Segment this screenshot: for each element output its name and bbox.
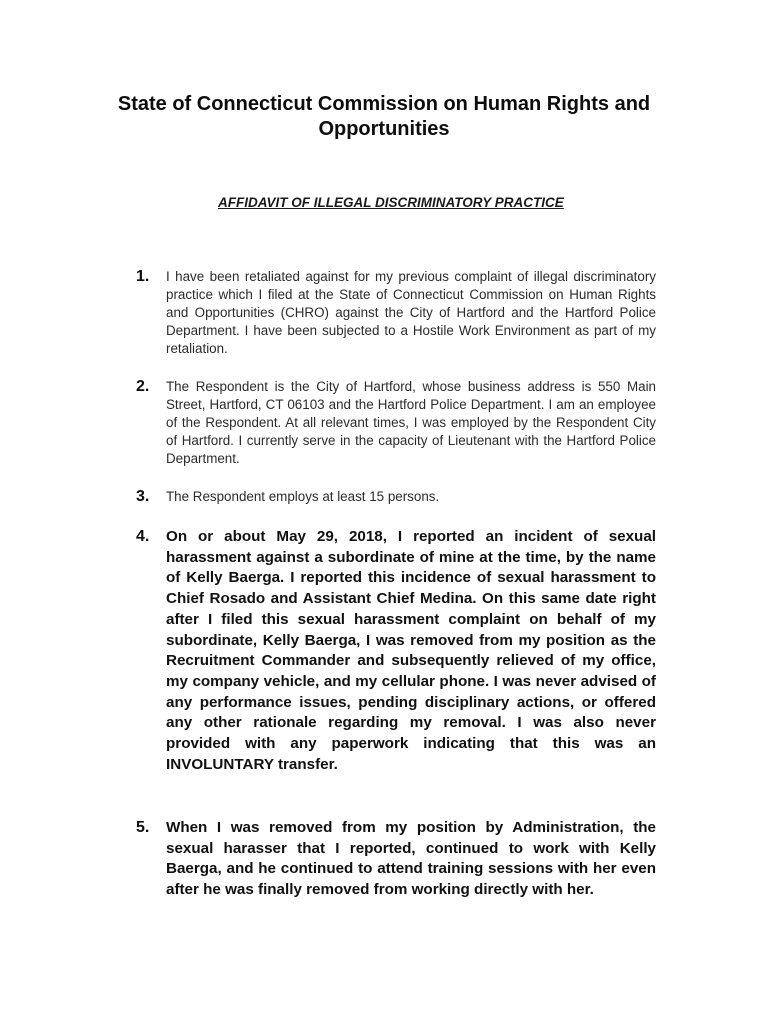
paragraph-item-2 [136, 378, 656, 470]
document-title: State of Connecticut Commission on Human Rights and Opportunities [117, 93, 651, 140]
item-text: When I was removed from my position by Administration, the sexual harasser that I reported, continued to work with Kelly Baerga, and he continued to attend training sessions with her even after he was finally removed from working directly with her. [166, 819, 656, 899]
item-number: 3. [136, 488, 150, 505]
item-number: 1. [136, 268, 150, 285]
item-number: 2. [136, 378, 150, 395]
paragraph-item-3 [136, 488, 656, 508]
item-text: The Respondent is the City of Hartford, whose business address is 550 Main Street, Hartford, CT 06103 and the Hartford Police Department. I am an employee of the Respondent. At all relevant times, I was employed by the Respondent City of Hartford. I currently serve in the capacity of Lieutenant with the Hartford Police Department. [166, 379, 656, 466]
item-text: On or about May 29, 2018, I reported an incident of sexual harassment against a subordinate of mine at the time, by the name of Kelly Baerga. I reported this incidence of sexual harassment to Chief Rosado and Assistant Chief Medina. On this same date right after I filed this sexual harassment complaint on behalf of my subordinate, Kelly Baerga, I was removed from my position as the Recruitment Commander and subsequently relieved of my office, my company vehicle, and my cellular phone. I was never advised of any performance issues, pending disciplinary actions, or offered any other rationale regarding my removal. I was also never provided with any paperwork indicating that this was an INVOLUNTARY transfer. [166, 528, 656, 773]
paragraph-item-5 [136, 818, 656, 923]
paragraph-item-1 [136, 268, 656, 360]
item-number: 4. [136, 528, 150, 545]
affidavit-subtitle: AFFIDAVIT OF ILLEGAL DISCRIMINATORY PRACTICE [218, 195, 564, 210]
item-text: The Respondent employs at least 15 persons. [166, 489, 440, 504]
item-text: I have been retaliated against for my previous complaint of illegal discriminatory practice which I filed at the State of Connecticut Commission on Human Rights and Opportunities (CHRO) against the City of Hartford and the Hartford Police Department. I have been subjected to a Hostile Work Environment as part of my retaliation. [166, 269, 656, 356]
paragraph-item-4 [136, 527, 656, 797]
item-number: 5. [136, 819, 150, 836]
